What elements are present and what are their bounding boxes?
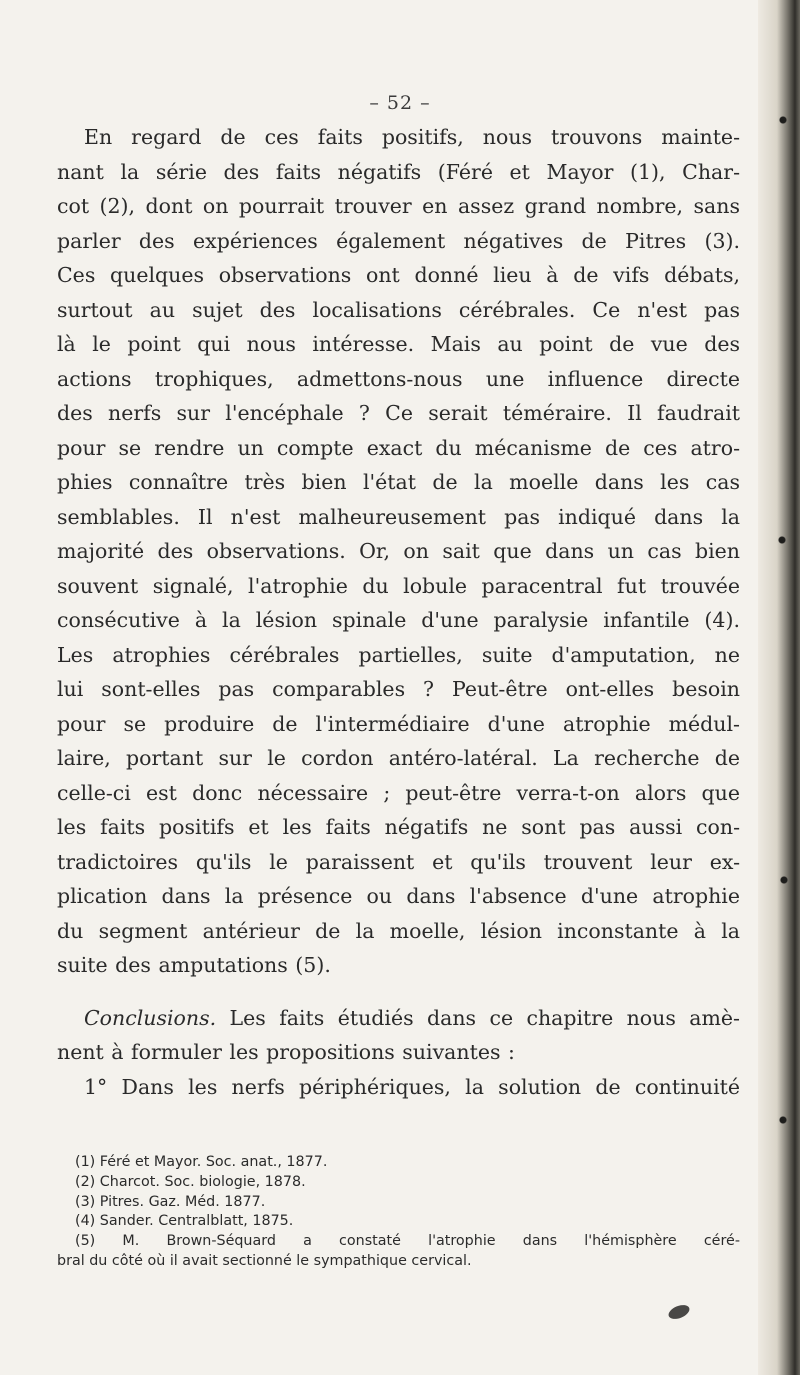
footnote: (4) Sander. Centralblatt, 1875. bbox=[75, 1213, 294, 1230]
text-line: semblables. Il n'est malheureusement pas indiqué dans la bbox=[57, 504, 740, 529]
text-line: tradictoires qu'ils le paraissent et qu'ils trouvent leur ex- bbox=[57, 849, 740, 874]
main-text bbox=[57, 120, 740, 1104]
footnote: (2) Charcot. Soc. biologie, 1878. bbox=[75, 1173, 306, 1190]
text-line: surtout au sujet des localisations cérébrales. Ce n'est pas bbox=[57, 297, 740, 322]
page-binding-edge bbox=[758, 0, 800, 1375]
paragraph-gap bbox=[57, 983, 740, 1001]
text-line: laire, portant sur le cordon antéro-latéral. La recherche de bbox=[57, 746, 740, 770]
text-line: pour se produire de l'intermédiaire d'une atrophie médul- bbox=[57, 711, 740, 736]
text-line: nent à formuler les propositions suivantes : bbox=[57, 1040, 515, 1064]
text-line: consécutive à la lésion spinale d'une paralysie infantile (4). bbox=[57, 608, 740, 632]
text-line: suite des amputations (5). bbox=[57, 953, 331, 977]
text-line: des nerfs sur l'encéphale ? Ce serait téméraire. Il faudrait bbox=[57, 401, 740, 425]
text-line: les faits positifs et les faits négatifs ne sont pas aussi con- bbox=[57, 815, 740, 839]
text-line bbox=[57, 1001, 740, 1036]
conclusions-heading: Conclusions. bbox=[84, 1005, 217, 1030]
paragraph-conclusions bbox=[57, 1001, 740, 1070]
text-line: Les atrophies cérébrales partielles, suite d'amputation, ne bbox=[57, 642, 740, 667]
footnotes bbox=[57, 1153, 740, 1272]
text-line: souvent signalé, l'atrophie du lobule paracentral fut trouvée bbox=[57, 573, 740, 598]
text-line: du segment antérieur de la moelle, lésion inconstante à la bbox=[57, 918, 740, 943]
text-span: Les faits étudiés dans ce chapitre nous amè- bbox=[216, 1005, 740, 1030]
footnote-continuation: bral du côté où il avait sectionné le sympathique cervical. bbox=[57, 1252, 472, 1269]
ink-smudge bbox=[667, 1302, 692, 1321]
text-line: majorité des observations. Or, on sait que dans un cas bien bbox=[57, 539, 740, 563]
page-number: – 52 – bbox=[369, 92, 431, 114]
text-line: parler des expériences également négatives de Pitres (3). bbox=[57, 228, 740, 253]
footnote: (3) Pitres. Gaz. Méd. 1877. bbox=[75, 1193, 266, 1210]
text-line: lui sont-elles pas comparables ? Peut-être ont-elles besoin bbox=[57, 677, 740, 701]
text-line: celle-ci est donc nécessaire ; peut-être verra-t-on alors que bbox=[57, 780, 740, 805]
footnote: (1) Féré et Mayor. Soc. anat., 1877. bbox=[75, 1154, 328, 1170]
text-line: cot (2), dont on pourrait trouver en assez grand nombre, sans bbox=[57, 194, 740, 218]
text-line: En regard de ces faits positifs, nous trouvons mainte- bbox=[84, 125, 740, 149]
text-line: 1° Dans les nerfs périphériques, la solution de continuité bbox=[84, 1074, 740, 1099]
paragraph-positive-negative-facts bbox=[57, 120, 740, 983]
paragraph-proposition-1 bbox=[57, 1070, 740, 1105]
text-line: plication dans la présence ou dans l'absence d'une atrophie bbox=[57, 884, 740, 908]
binding-stains bbox=[778, 0, 788, 1375]
footnote: (5) M. Brown-Séquard a constaté l'atrophie dans l'hémisphère céré- bbox=[75, 1233, 740, 1250]
text-line: phies connaître très bien l'état de la moelle dans les cas bbox=[57, 470, 740, 494]
text-line: Ces quelques observations ont donné lieu à de vifs débats, bbox=[57, 263, 740, 287]
text-line: actions trophiques, admettons-nous une influence directe bbox=[57, 366, 740, 391]
text-line: là le point qui nous intéresse. Mais au point de vue des bbox=[57, 332, 740, 356]
text-line: nant la série des faits négatifs (Féré et Mayor (1), Char- bbox=[57, 159, 740, 184]
text-line: pour se rendre un compte exact du mécanisme de ces atro- bbox=[57, 435, 740, 460]
